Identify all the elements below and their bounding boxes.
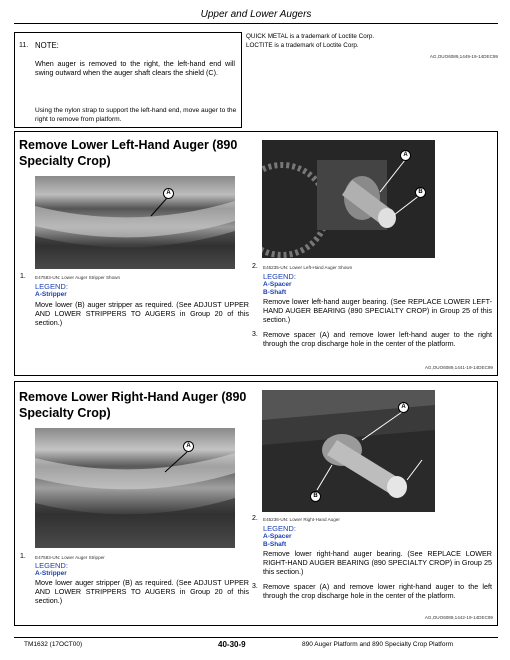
section-ref: AG,OUO6089,1442-19-14DEC99 (424, 615, 493, 620)
page-header (14, 8, 498, 24)
strap-text: Using the nylon strap to support the left-hand end, move auger to the right to remove from platform. (35, 107, 237, 123)
step2-legend-item-shaft: B-Shaft (263, 541, 287, 548)
right-hand-auger-section (14, 381, 498, 626)
note-text: When auger is removed to the right, the left-hand end will swing outward when the auger shaft clears the shield (C). (35, 59, 235, 78)
step1-legend-item: A-Stripper (35, 570, 67, 577)
step2-caption: E45236-UN: Lower Right-Hand Auger (263, 517, 340, 522)
callout-b: B (415, 187, 426, 198)
trademark-quick-metal: QUICK METAL is a trademark of Loctite Corp. (246, 33, 375, 40)
callout-a: A (183, 441, 194, 452)
step2-legend-item-spacer: A-Spacer (263, 533, 292, 540)
top-note-box (14, 32, 242, 128)
trademarks (246, 33, 498, 59)
stripper-photo-art (35, 428, 235, 548)
auger-shaft-photo (262, 390, 435, 512)
step-number: 11. (19, 42, 29, 49)
step3-number: 3. (252, 583, 258, 590)
stripper-photo (35, 428, 235, 548)
section-ref: AG,OUO6089,1441-19-14DEC99 (424, 365, 493, 370)
step2-legend-title: LEGEND: (263, 272, 296, 281)
page-header-title: Upper and Lower Augers (200, 9, 312, 20)
step3-text: Remove spacer (A) and remove lower right-hand auger to the left through the crop discharge hole in the center of the platform. (263, 582, 492, 601)
step1-number: 1. (20, 553, 26, 560)
note-label: NOTE: (35, 41, 59, 50)
step2-number: 2. (252, 515, 258, 522)
step2-legend-item-spacer: A-Spacer (263, 281, 292, 288)
section-title: Remove Lower Left-Hand Auger (890 Specialty Crop) (19, 138, 238, 168)
auger-shaft-photo-art (262, 390, 435, 512)
footer-platform-title: 890 Auger Platform and 890 Specialty Crop Platform (302, 641, 454, 648)
step1-caption: E47583-UN: Lower Auger Stripper Shown (35, 275, 121, 280)
footer-divider (14, 637, 498, 638)
step2-text: Remove lower right-hand auger bearing. (See REPLACE LOWER RIGHT-HAND AUGER BEARING (890 SPECIALTY CROP) in Group 25 this section.) (263, 549, 492, 577)
step1-caption: E47583-UN: Lower Auger Stripper (35, 555, 105, 560)
step1-text: Move lower (B) auger stripper as required. (See ADJUST UPPER AND LOWER STRIPPERS TO AUGERS in Group 20 of this section.) (35, 300, 249, 328)
step1-text: Move lower auger stripper (B) as required. (See ADJUST UPPER AND LOWER STRIPPERS TO AUGERS in Group 20 of this section.) (35, 578, 249, 606)
step3-text: Remove spacer (A) and remove lower left-hand auger to the right through the crop discharge hole in the center of the platform. (263, 330, 492, 349)
step2-text: Remove lower left-hand auger bearing. (See REPLACE LOWER LEFT-HAND AUGER BEARING (890 SPECIALTY CROP) in Group 25 of this section.) (263, 297, 492, 325)
stripper-photo-art (35, 176, 235, 269)
section-title: Remove Lower Right-Hand Auger (890 Specialty Crop) (19, 390, 247, 420)
step3-number: 3. (252, 331, 258, 338)
top-ref: AG,OUO6089,1449-19-14DEC99 (429, 54, 498, 59)
callout-a: A (163, 188, 174, 199)
footer-page-number: 40-30-9 (218, 640, 246, 649)
auger-shaft-photo (262, 140, 435, 258)
left-hand-auger-section (14, 131, 498, 376)
footer-doc-id: TM1632 (17OCT00) (24, 641, 83, 648)
trademark-loctite: LOCTITE is a trademark of Loctite Corp. (246, 41, 359, 49)
callout-a: A (400, 150, 411, 161)
callout-a: A (398, 402, 409, 413)
step1-number: 1. (20, 273, 26, 280)
step2-legend-item-shaft: B-Shaft (263, 289, 287, 296)
step1-legend-title: LEGEND: (35, 561, 68, 570)
step1-legend-title: LEGEND: (35, 282, 68, 291)
step2-caption: E45235-UN: Lower Left-Hand Auger Shown (263, 265, 353, 270)
callout-b: B (310, 491, 321, 502)
step2-legend-title: LEGEND: (263, 524, 296, 533)
stripper-photo (35, 176, 235, 269)
step2-number: 2. (252, 263, 258, 270)
step1-legend-item: A-Stripper (35, 291, 67, 298)
